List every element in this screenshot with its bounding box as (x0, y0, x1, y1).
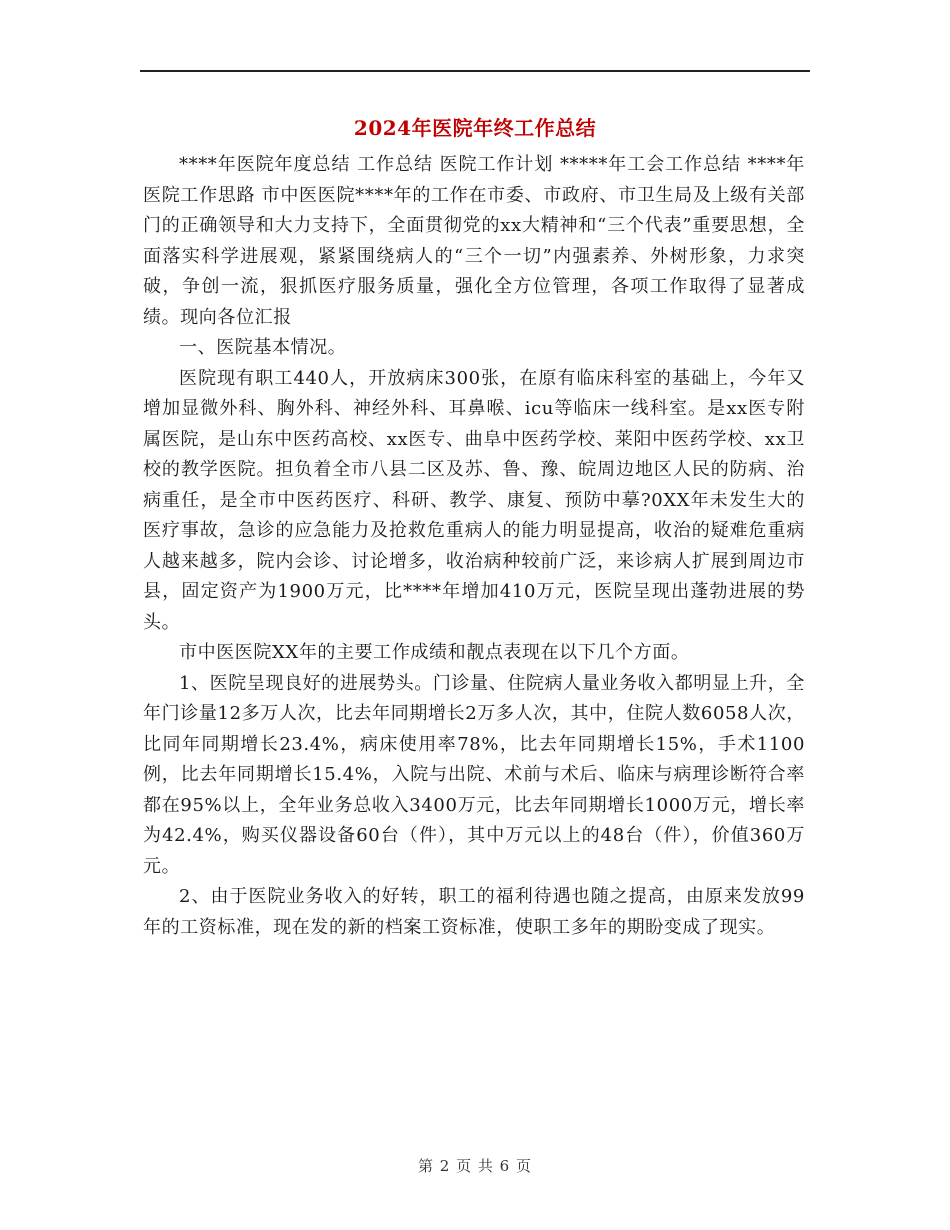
paragraph-section-heading: 一、医院基本情况。 (179, 337, 347, 358)
paragraph-intro: ****年医院年度总结 工作总结 医院工作计划 *****年工会工作总结 ****年医院工作思路 市中医医院****年的工作在市委、市政府、市卫生局及上级有关部门的正确领导和大力支持下，全面贯彻党的xx大精神和“三个代表”重要思想，全面落实科学进展观，紧紧围绕病人的“三个一切”内强素养、外树形象，力求突破，争创一流，狠抓医疗服务质量，强化全方位管理，各项工作取得了显著成绩。现向各位汇报 (143, 154, 805, 328)
paragraph-point-1: 1、医院呈现良好的进展势头。门诊量、住院病人量业务收入都明显上升，全年门诊量12多万人次，比去年同期增长2万多人次，其中，住院人数6058人次，比同年同期增长23.4%，病床使用率78%，比去年同期增长15%，手术1100例，比去年同期增长15.4%，入院与出院、术前与术后、临床与病理诊断符合率都在95%以上，全年业务总收入3400万元，比去年同期增长1000万元，增长率为42.4%，购买仪器设备60台（件），其中万元以上的48台（件），价值360万元。 (143, 672, 805, 877)
header-rule (140, 70, 810, 72)
paragraph-basic-info: 医院现有职工440人，开放病床300张，在原有临床科室的基础上，今年又增加显微外科、胸外科、神经外科、耳鼻喉、icu等临床一线科室。是xx医专附属医院，是山东中医药高校、xx医专、曲阜中医药学校、莱阳中医药学校、xx卫校的教学医院。担负着全市八县二区及苏、鲁、豫、皖周边地区人民的防病、治病重任，是全市中医药医疗、科研、教学、康复、预防中摹?0XX年未发生大的医疗事故，急诊的应急能力及抢救危重病人的能力明显提高，收治的疑难危重病人越来越多，院内会诊、讨论增多，收治病种较前广泛，来诊病人扩展到周边市县，固定资产为1900万元，比****年增加410万元，医院呈现出蓬勃进展的势头。 (143, 367, 805, 633)
paragraph-achievements-intro: 市中医医院XX年的主要工作成绩和靓点表现在以下几个方面。 (179, 642, 690, 663)
document-body (143, 150, 805, 943)
paragraph-point-2: 2、由于医院业务收入的好转，职工的福利待遇也随之提高，由原来发放99年的工资标准，现在发的新的档案工资标准，使职工多年的期盼变成了现实。 (143, 886, 805, 938)
document-title: 2024年医院年终工作总结 (353, 116, 597, 140)
page-number-footer: 第 2 页 共 6 页 (418, 1157, 532, 1175)
